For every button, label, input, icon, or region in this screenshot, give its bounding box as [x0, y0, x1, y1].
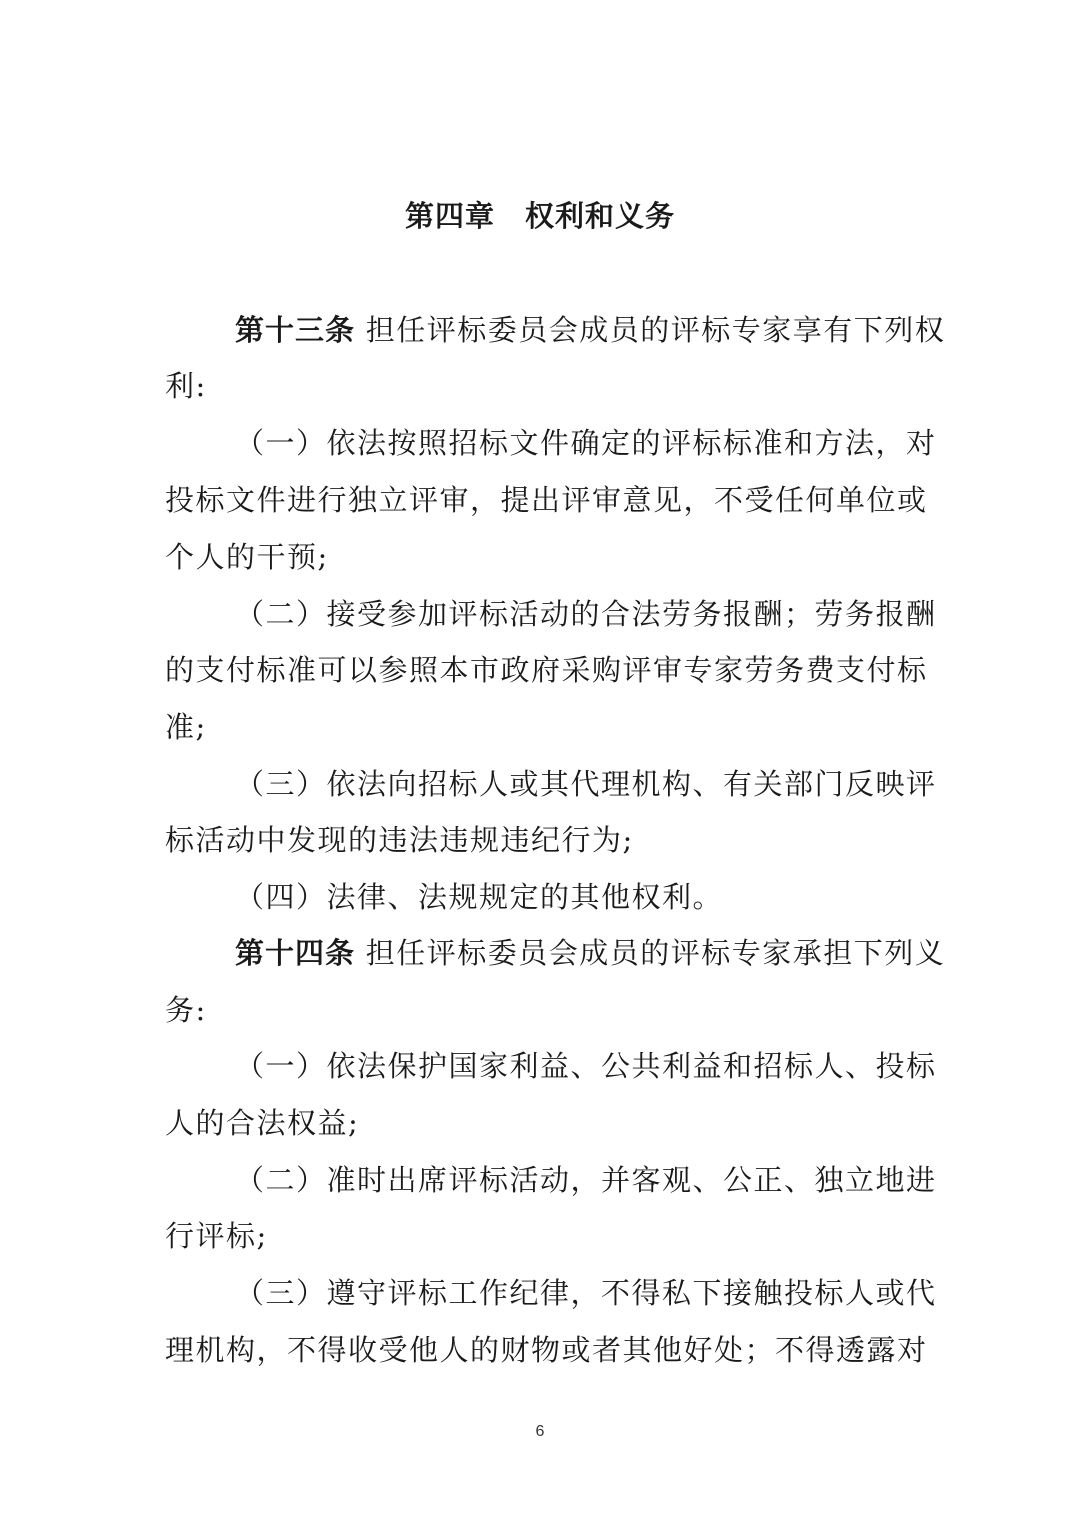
article-13-line: 准;: [165, 710, 207, 744]
page-number: 6: [535, 1423, 545, 1440]
article-13-line: 投标文件进行独立评审，提出评审意见，不受任何单位或: [165, 483, 928, 517]
article-13-line: 标活动中发现的违法违规违纪行为;: [165, 823, 634, 857]
article-14-line: 务:: [165, 993, 207, 1027]
article-13-item-2: （二）接受参加评标活动的合法劳务报酬；劳务报酬: [235, 597, 937, 631]
article-13-line: 的支付标准可以参照本市政府采购评审专家劳务费支付标: [165, 653, 928, 687]
article-14-item-2: （二）准时出席评标活动，并客观、公正、独立地进: [235, 1163, 937, 1197]
article-13-item-4: （四）法律、法规规定的其他权利。: [235, 880, 724, 914]
article-14-text: 担任评标委员会成员的评标专家承担下列义: [355, 936, 946, 970]
article-13-line: 利:: [165, 369, 207, 403]
article-14-first-line: [235, 933, 995, 973]
chapter-title: 第四章 权利和义务: [404, 199, 675, 233]
article-14-item-1: （一）依法保护国家利益、公共利益和招标人、投标: [235, 1049, 937, 1083]
article-13-line: 个人的干预;: [165, 540, 329, 574]
article-14-label: 第十四条: [235, 936, 356, 970]
article-14-line: 人的合法权益;: [165, 1106, 360, 1140]
article-13-label: 第十三条: [235, 313, 356, 347]
article-14-line: 理机构，不得收受他人的财物或者其他好处；不得透露对: [165, 1333, 928, 1367]
article-14-item-3: （三）遵守评标工作纪律，不得私下接触投标人或代: [235, 1276, 937, 1310]
article-13-first-line: [235, 310, 995, 350]
article-13-text: 担任评标委员会成员的评标专家享有下列权: [355, 313, 946, 347]
article-14-line: 行评标;: [165, 1219, 268, 1253]
article-13-item-3: （三）依法向招标人或其代理机构、有关部门反映评: [235, 767, 937, 801]
article-13-item-1: （一）依法按照招标文件确定的评标标准和方法，对: [235, 426, 937, 460]
